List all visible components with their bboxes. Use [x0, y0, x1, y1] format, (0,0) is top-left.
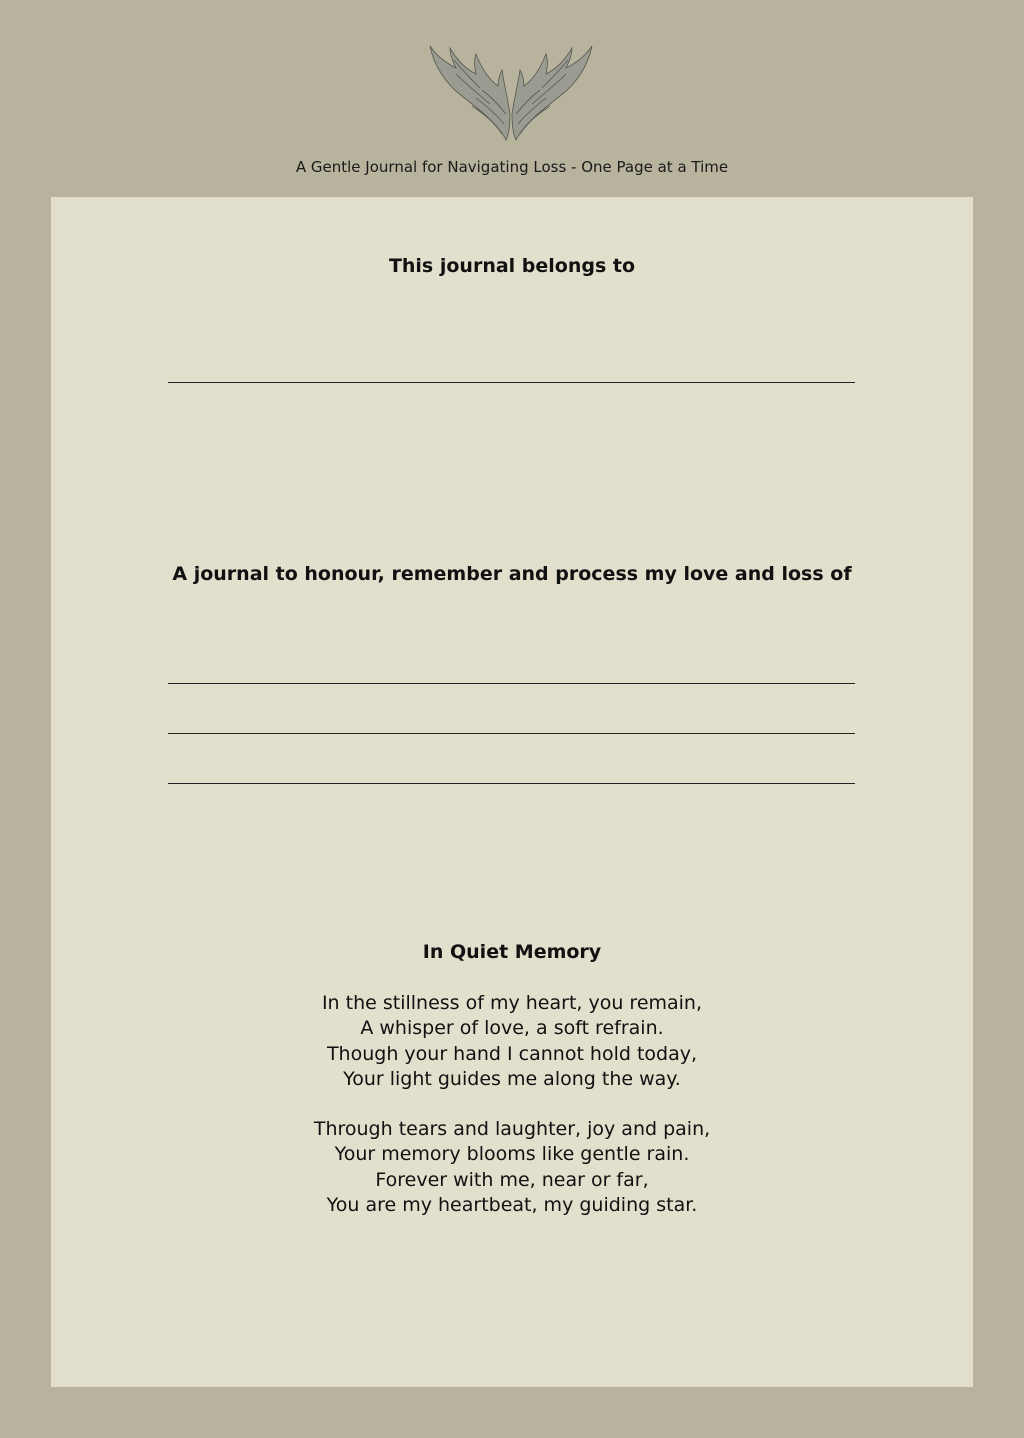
poem-line: Forever with me, near or far,: [375, 1168, 649, 1191]
journal-subtitle: A Gentle Journal for Navigating Loss - One Page at a Time: [295, 158, 729, 176]
loved-one-line-3[interactable]: [168, 783, 855, 784]
journal-page: [51, 197, 973, 1387]
owner-name-line[interactable]: [168, 382, 855, 383]
poem-title: In Quiet Memory: [422, 941, 602, 963]
poem-line: Your memory blooms like gentle rain.: [334, 1143, 690, 1166]
honour-heading: A journal to honour, remember and process my love and loss of: [172, 563, 852, 585]
loved-one-line-1[interactable]: [168, 683, 855, 684]
poem-stanza-1: [51, 991, 973, 1092]
angel-wings-icon: [428, 44, 594, 142]
poem-line: Your light guides me along the way.: [343, 1067, 681, 1090]
loved-one-line-2[interactable]: [168, 733, 855, 734]
belongs-to-heading: This journal belongs to: [388, 255, 636, 277]
poem-line: Through tears and laughter, joy and pain,: [313, 1118, 711, 1140]
poem-line: Though your hand I cannot hold today,: [326, 1042, 698, 1065]
poem-line: In the stillness of my heart, you remain,: [321, 992, 703, 1014]
poem-line: A whisper of love, a soft refrain.: [360, 1017, 664, 1040]
poem-line: You are my heartbeat, my guiding star.: [326, 1193, 698, 1216]
poem-stanza-2: [51, 1117, 973, 1218]
